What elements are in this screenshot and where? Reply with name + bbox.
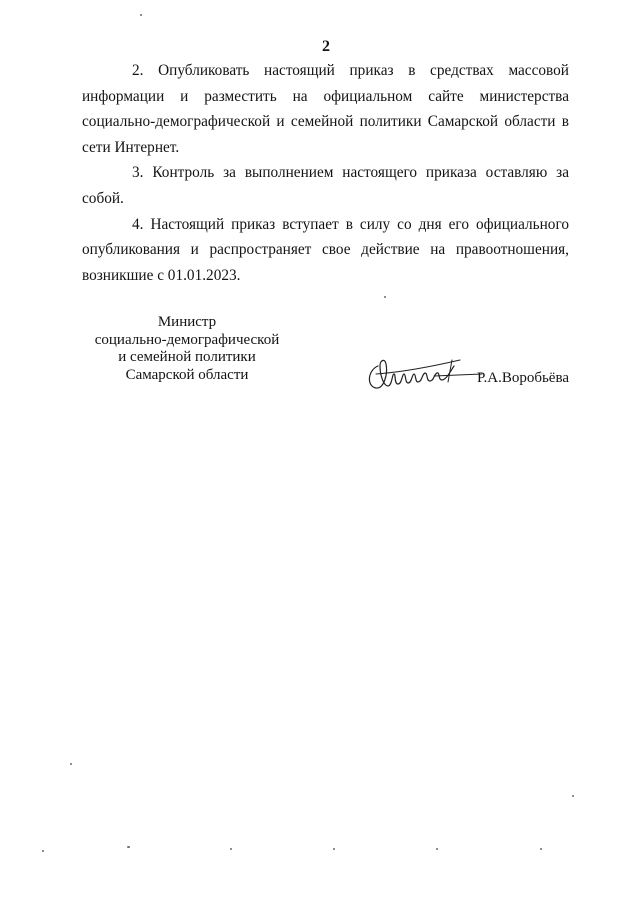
signatory-position — [82, 314, 292, 384]
handwritten-signature — [364, 352, 484, 394]
scan-speck — [42, 850, 44, 852]
signature-block — [82, 314, 569, 404]
scan-speck — [540, 848, 542, 850]
paragraph-publication: 2. Опубликовать настоящий приказ в средствах массовой информации и разместить на официальном сайте министерства социально-демографической и семейной политики Самарской области в сети Интернет. — [82, 62, 569, 156]
scan-speck — [384, 296, 386, 298]
document-body — [82, 58, 569, 288]
position-line: Самарской области — [125, 366, 249, 383]
paragraph-control: 3. Контроль за выполнением настоящего приказа оставляю за собой. — [82, 164, 569, 207]
scan-speck — [140, 14, 142, 16]
scan-speck — [70, 763, 72, 765]
position-line: Министр — [157, 314, 217, 330]
scan-speck — [230, 848, 232, 850]
signer-name: Р.А.Воробьёва — [477, 370, 569, 386]
scan-speck — [333, 848, 335, 850]
paragraph-effective-date: 4. Настоящий приказ вступает в силу со дня его официального опубликования и распространяет свое действие на правоотношения, возникшие с 01.01.2023. — [82, 215, 569, 284]
scan-speck — [436, 848, 438, 850]
scan-speck — [127, 846, 130, 848]
page-number: 2 — [322, 38, 330, 55]
position-line: социально-демографической — [94, 331, 280, 348]
position-line: и семейной политики — [118, 349, 256, 365]
scan-speck — [572, 795, 574, 797]
